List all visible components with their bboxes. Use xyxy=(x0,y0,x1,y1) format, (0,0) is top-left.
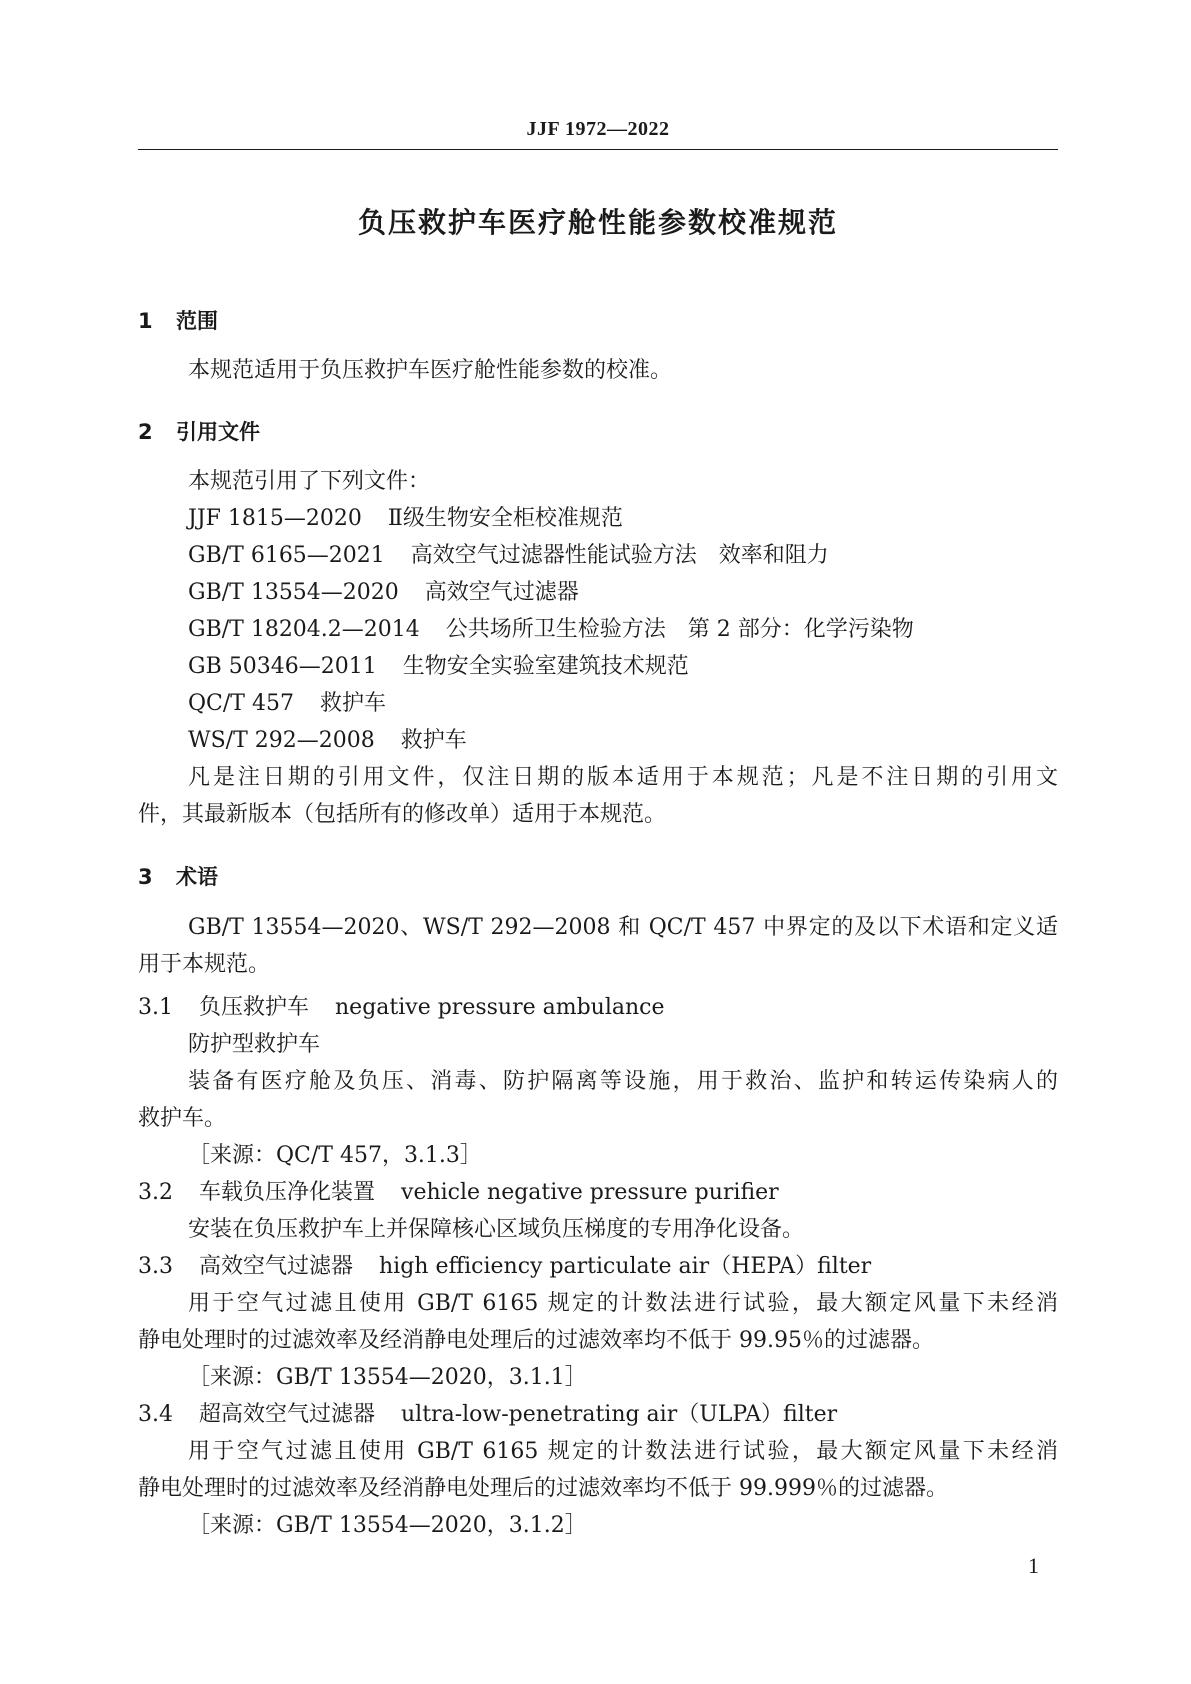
reference-item xyxy=(188,615,914,645)
reference-title: Ⅱ级生物安全柜校准规范 xyxy=(387,506,623,531)
reference-code: WS/T 292—2008 xyxy=(188,728,375,753)
document-code-header: JJF 1972—2022 xyxy=(526,118,670,140)
reference-item xyxy=(188,689,386,719)
term-definition-line: 装备有医疗舱及负压、消毒、防护隔离等设施，用于救治、监护和转运传染病人的 xyxy=(188,1069,1058,1094)
term-english: ultra-low-penetrating air（ULPA）filter xyxy=(401,1402,838,1427)
term-chinese: 高效空气过滤器 xyxy=(199,1254,354,1279)
reference-title: 生物安全实验室建筑技术规范 xyxy=(402,654,689,679)
reference-item xyxy=(188,578,579,608)
references-note-line: 凡是注日期的引用文件，仅注日期的版本适用于本规范；凡是不注日期的引用文 xyxy=(188,765,1058,790)
reference-code: GB/T 18204.2—2014 xyxy=(188,617,420,642)
reference-title: 公共场所卫生检验方法 第 2 部分：化学污染物 xyxy=(445,617,914,642)
references-intro: 本规范引用了下列文件： xyxy=(188,469,431,494)
terms-intro-line: 用于本规范。 xyxy=(138,952,271,977)
reference-title: 高效空气过滤器性能试验方法 效率和阻力 xyxy=(410,543,829,568)
term-source: ［来源：GB/T 13554—2020，3.1.2］ xyxy=(188,1513,587,1538)
section-heading-scope xyxy=(138,305,218,335)
terms-intro-line: GB/T 13554—2020、WS/T 292—2008 和 QC/T 457 中界定的及以下术语和定义适 xyxy=(188,915,1058,940)
reference-title: 救护车 xyxy=(400,728,467,753)
term-english: vehicle negative pressure purifier xyxy=(401,1180,779,1205)
term-definition-line: 用于空气过滤且使用 GB/T 6165 规定的计数法进行试验，最大额定风量下未经消 xyxy=(188,1291,1058,1316)
scope-paragraph: 本规范适用于负压救护车医疗舱性能参数的校准。 xyxy=(188,358,673,383)
term-chinese: 负压救护车 xyxy=(199,995,310,1020)
term-number: 3.3 xyxy=(138,1254,173,1279)
term-chinese: 超高效空气过滤器 xyxy=(199,1402,376,1427)
reference-item xyxy=(188,504,623,534)
term-heading xyxy=(138,993,665,1023)
section-heading-terms xyxy=(138,861,218,891)
term-definition-line: 救护车。 xyxy=(138,1106,227,1131)
term-english: high efficiency particulate air（HEPA）filter xyxy=(379,1254,872,1279)
reference-item xyxy=(188,541,829,571)
term-number: 3.4 xyxy=(138,1402,173,1427)
reference-code: GB 50346—2011 xyxy=(188,654,377,679)
term-english: negative pressure ambulance xyxy=(335,995,665,1020)
term-heading xyxy=(138,1178,779,1208)
section-heading-references xyxy=(138,416,260,446)
section-number: 2 xyxy=(138,420,153,444)
term-definition-line: 用于空气过滤且使用 GB/T 6165 规定的计数法进行试验，最大额定风量下未经消 xyxy=(188,1439,1058,1464)
term-source: ［来源：GB/T 13554—2020，3.1.1］ xyxy=(188,1365,587,1390)
term-definition-line: 静电处理时的过滤效率及经消静电处理后的过滤效率均不低于 99.999％的过滤器。 xyxy=(138,1476,948,1501)
term-heading xyxy=(138,1400,837,1430)
term-chinese: 车载负压净化装置 xyxy=(199,1180,376,1205)
term-synonym: 防护型救护车 xyxy=(188,1032,321,1057)
reference-code: GB/T 6165—2021 xyxy=(188,543,385,568)
term-source: ［来源：QC/T 457，3.1.3］ xyxy=(188,1143,482,1168)
reference-item xyxy=(188,726,467,756)
reference-code: JJF 1815—2020 xyxy=(188,506,362,531)
header-divider xyxy=(138,149,1058,150)
page-number: 1 xyxy=(1028,1553,1039,1578)
term-number: 3.2 xyxy=(138,1180,173,1205)
term-definition-line: 安装在负压救护车上并保障核心区域负压梯度的专用净化设备。 xyxy=(188,1217,805,1242)
reference-code: QC/T 457 xyxy=(188,691,294,716)
section-title: 术语 xyxy=(176,865,218,889)
term-heading xyxy=(138,1252,871,1282)
references-note-line: 件，其最新版本（包括所有的修改单）适用于本规范。 xyxy=(138,802,667,827)
section-title: 范围 xyxy=(176,309,218,333)
reference-code: GB/T 13554—2020 xyxy=(188,580,399,605)
reference-title: 救护车 xyxy=(319,691,386,716)
reference-title: 高效空气过滤器 xyxy=(424,580,579,605)
section-title: 引用文件 xyxy=(176,420,260,444)
section-number: 1 xyxy=(138,309,153,333)
section-number: 3 xyxy=(138,865,153,889)
page-title: 负压救护车医疗舱性能参数校准规范 xyxy=(357,206,838,239)
reference-item xyxy=(188,652,689,682)
term-number: 3.1 xyxy=(138,995,173,1020)
term-definition-line: 静电处理时的过滤效率及经消静电处理后的过滤效率均不低于 99.95％的过滤器。 xyxy=(138,1328,934,1353)
